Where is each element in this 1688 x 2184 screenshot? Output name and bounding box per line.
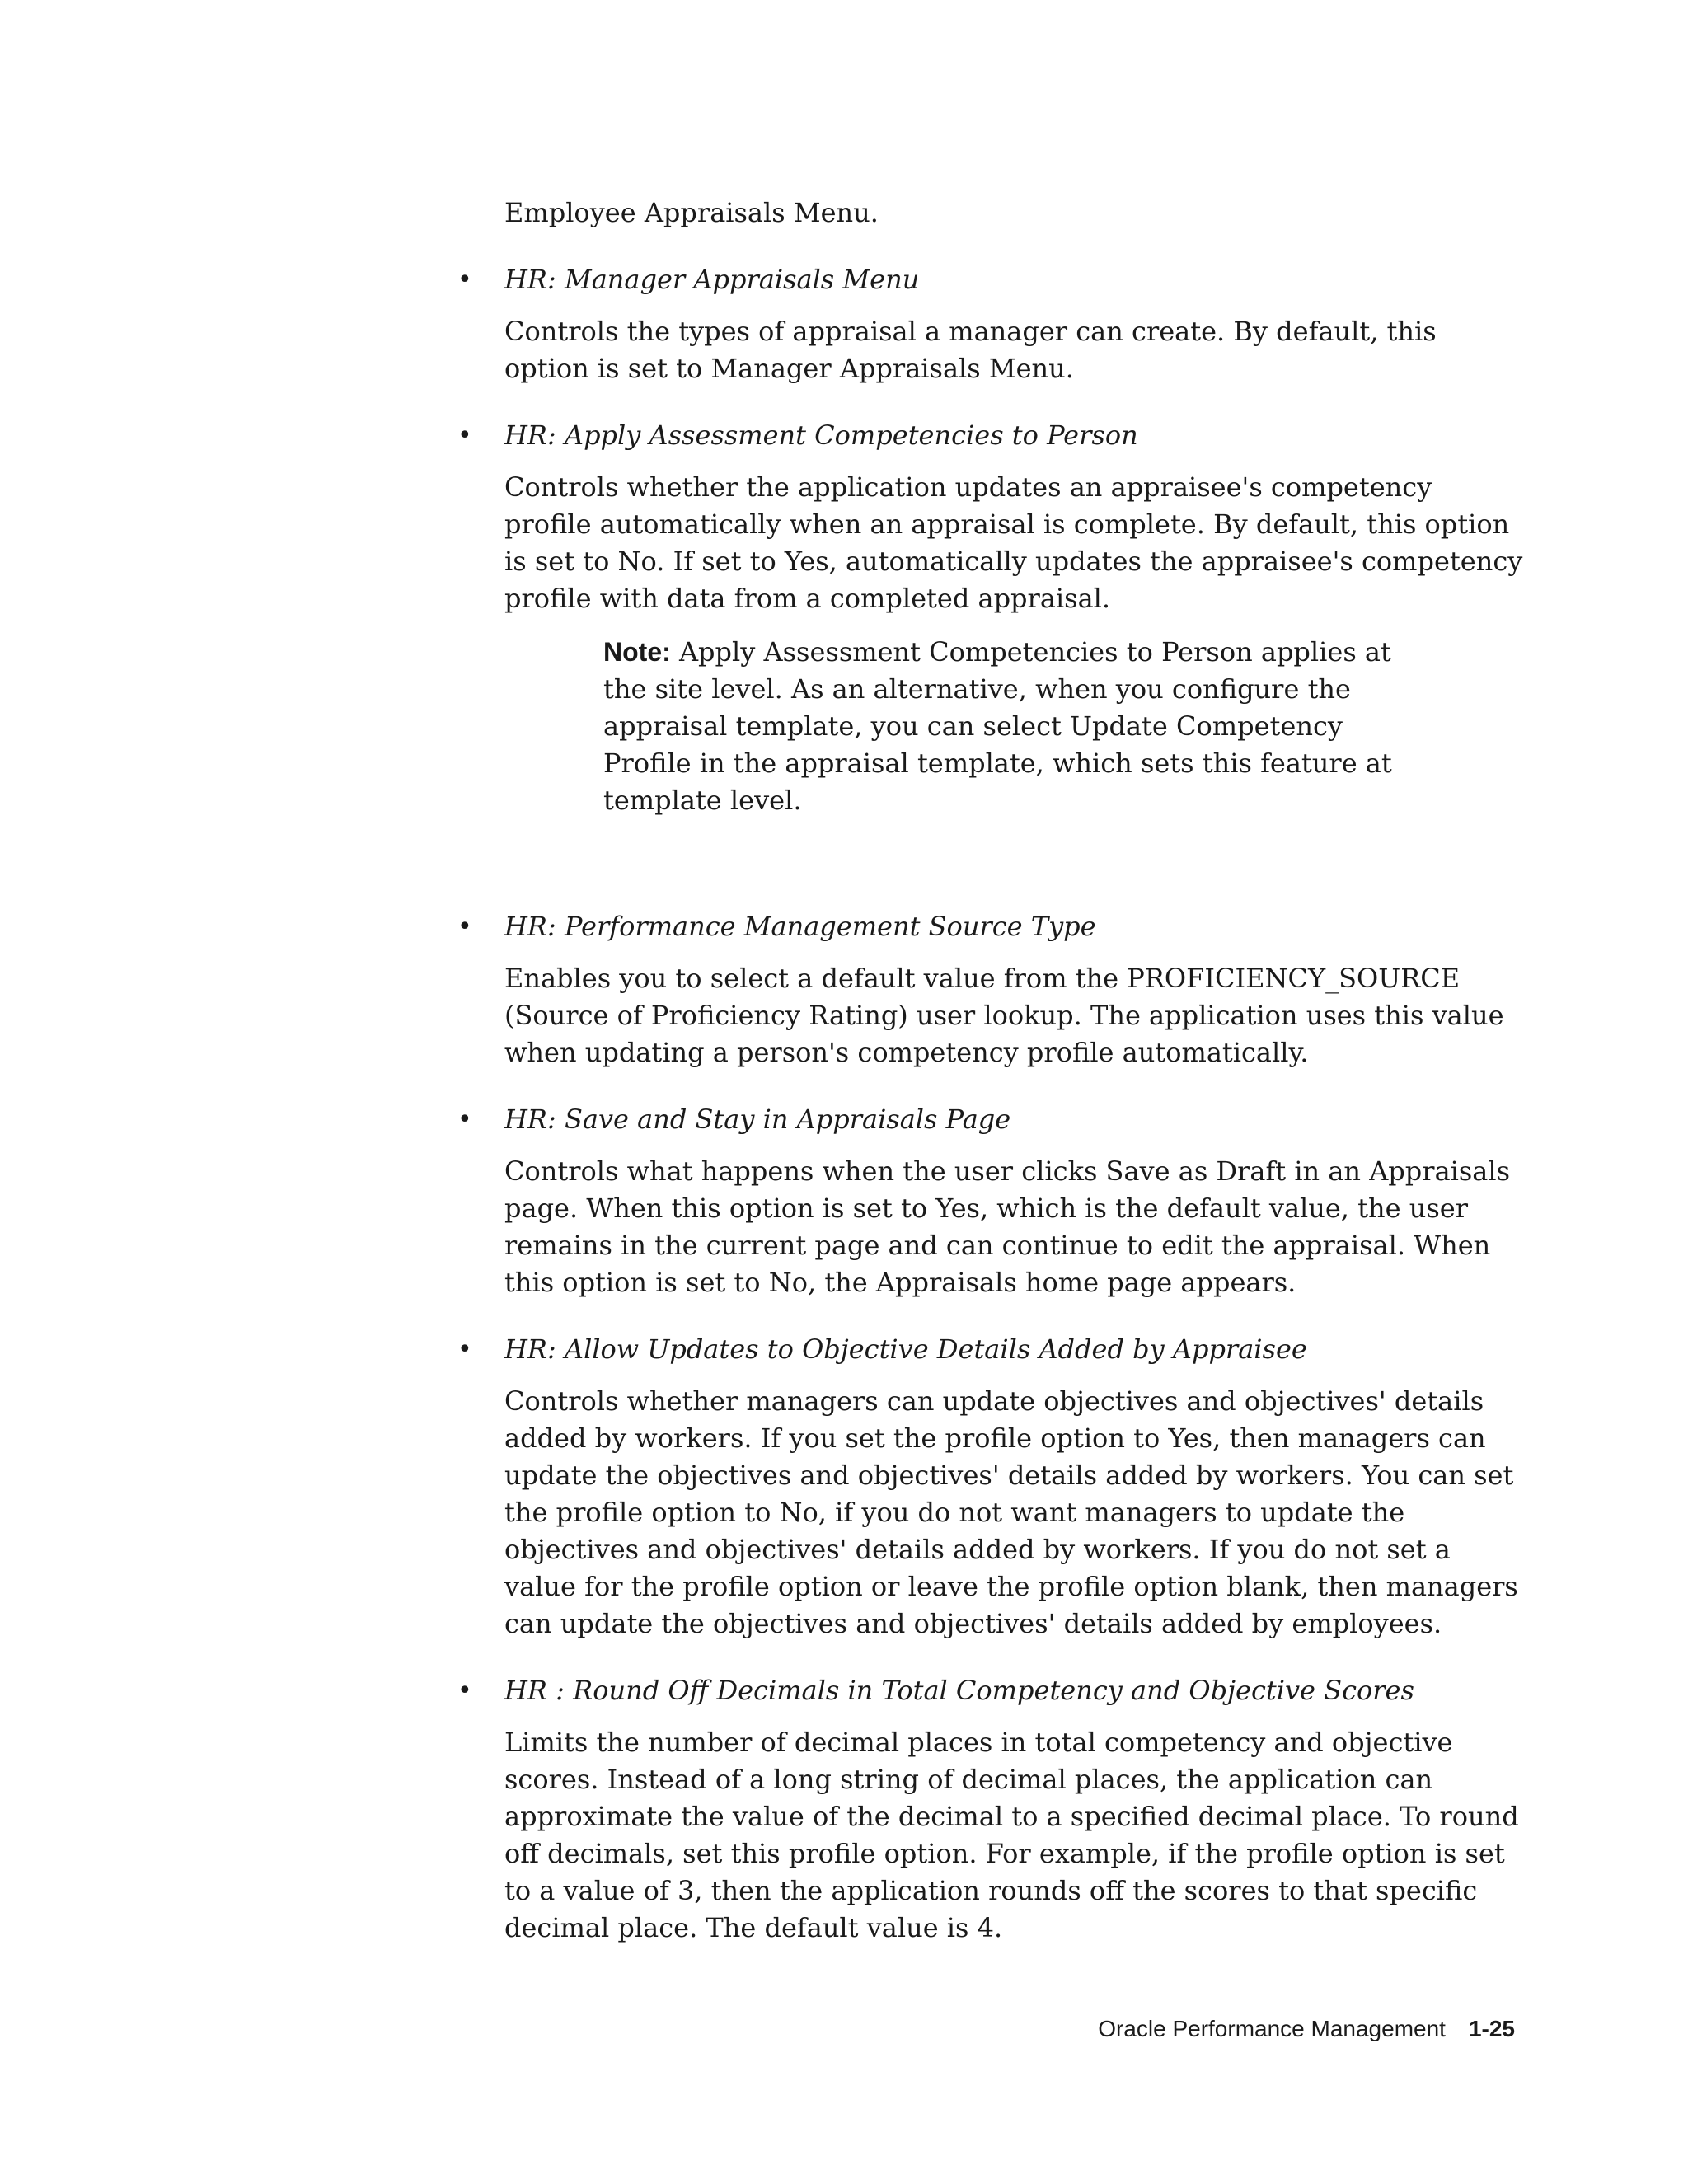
intro-text: Employee Appraisals Menu.	[504, 197, 879, 228]
page-footer	[824, 2016, 1515, 2042]
item-body: Enables you to select a default value from the PROFICIENCY_SOURCE (Source of Proficiency Rating) user lookup. The application uses this value when updating a person's competency profile automatically.	[504, 963, 1504, 1068]
list-item-manager-appraisals-menu	[457, 261, 1526, 387]
page-number: 1-25	[1468, 2016, 1515, 2041]
item-title: HR : Round Off Decimals in Total Competency and Objective Scores	[504, 1675, 1414, 1706]
spacer	[504, 819, 1526, 879]
item-body: Limits the number of decimal places in total competency and objective scores. Instead of a long string of decimal places, the application can approximate the value of the decimal to a specified decimal place. To round off decimals, set this profile option. For example, if the profile option is set to a value of 3, then the application rounds off the scores to that specific decimal place. The default value is 4.	[504, 1727, 1519, 1943]
bullet-icon: •	[457, 421, 472, 450]
item-title: HR: Save and Stay in Appraisals Page	[504, 1104, 1011, 1135]
bullet-icon: •	[457, 912, 472, 941]
note-block	[603, 634, 1428, 819]
item-title: HR: Manager Appraisals Menu	[504, 264, 920, 295]
list-item-round-off-decimals	[457, 1672, 1526, 1947]
bullet-icon: •	[457, 1335, 472, 1364]
item-body: Controls what happens when the user clicks Save as Draft in an Appraisals page. When this option is set to Yes, which is the default value, the user remains in the current page and can continue to edit the appraisal. When this option is set to No, the Appraisals home page appears.	[504, 1155, 1511, 1298]
page-content	[457, 194, 1526, 1976]
bullet-icon: •	[457, 265, 472, 294]
list-item-allow-updates-objective-details	[457, 1331, 1526, 1643]
item-body: Controls whether managers can update objectives and objectives' details added by workers. If you set the profile option to Yes, then managers can update the objectives and objectives' details added by workers. You can set the profile option to No, if you do not want managers to update the objectives and objectives' details added by workers. If you do not set a value for the profile option or leave the profile option blank, then managers can update the objectives and objectives' details added by employees.	[504, 1385, 1518, 1639]
note-label: Note:	[603, 637, 671, 667]
item-title: HR: Apply Assessment Competencies to Person	[504, 419, 1138, 451]
item-body: Controls whether the application updates an appraisee's competency profile automatically when an appraisal is complete. By default, this option is set to No. If set to Yes, automatically updates the appraisee's competency profile with data from a completed appraisal.	[504, 471, 1523, 614]
bullet-icon: •	[457, 1676, 472, 1705]
footer-title: Oracle Performance Management	[1098, 2016, 1446, 2041]
list-item-performance-management-source-type	[457, 908, 1526, 1071]
note-text: Apply Assessment Competencies to Person applies at the site level. As an alternative, when you configure the appraisal template, you can select Update Competency Profile in the appraisal template, which sets this feature at template level.	[603, 636, 1392, 816]
item-body: Controls the types of appraisal a manager can create. By default, this option is set to Manager Appraisals Menu.	[504, 316, 1437, 384]
item-title: HR: Performance Management Source Type	[504, 911, 1096, 942]
item-title: HR: Allow Updates to Objective Details Added by Appraisee	[504, 1333, 1307, 1365]
bullet-icon: •	[457, 1105, 472, 1134]
list-item-apply-assessment-competencies	[457, 417, 1526, 879]
list-item-save-and-stay	[457, 1101, 1526, 1301]
